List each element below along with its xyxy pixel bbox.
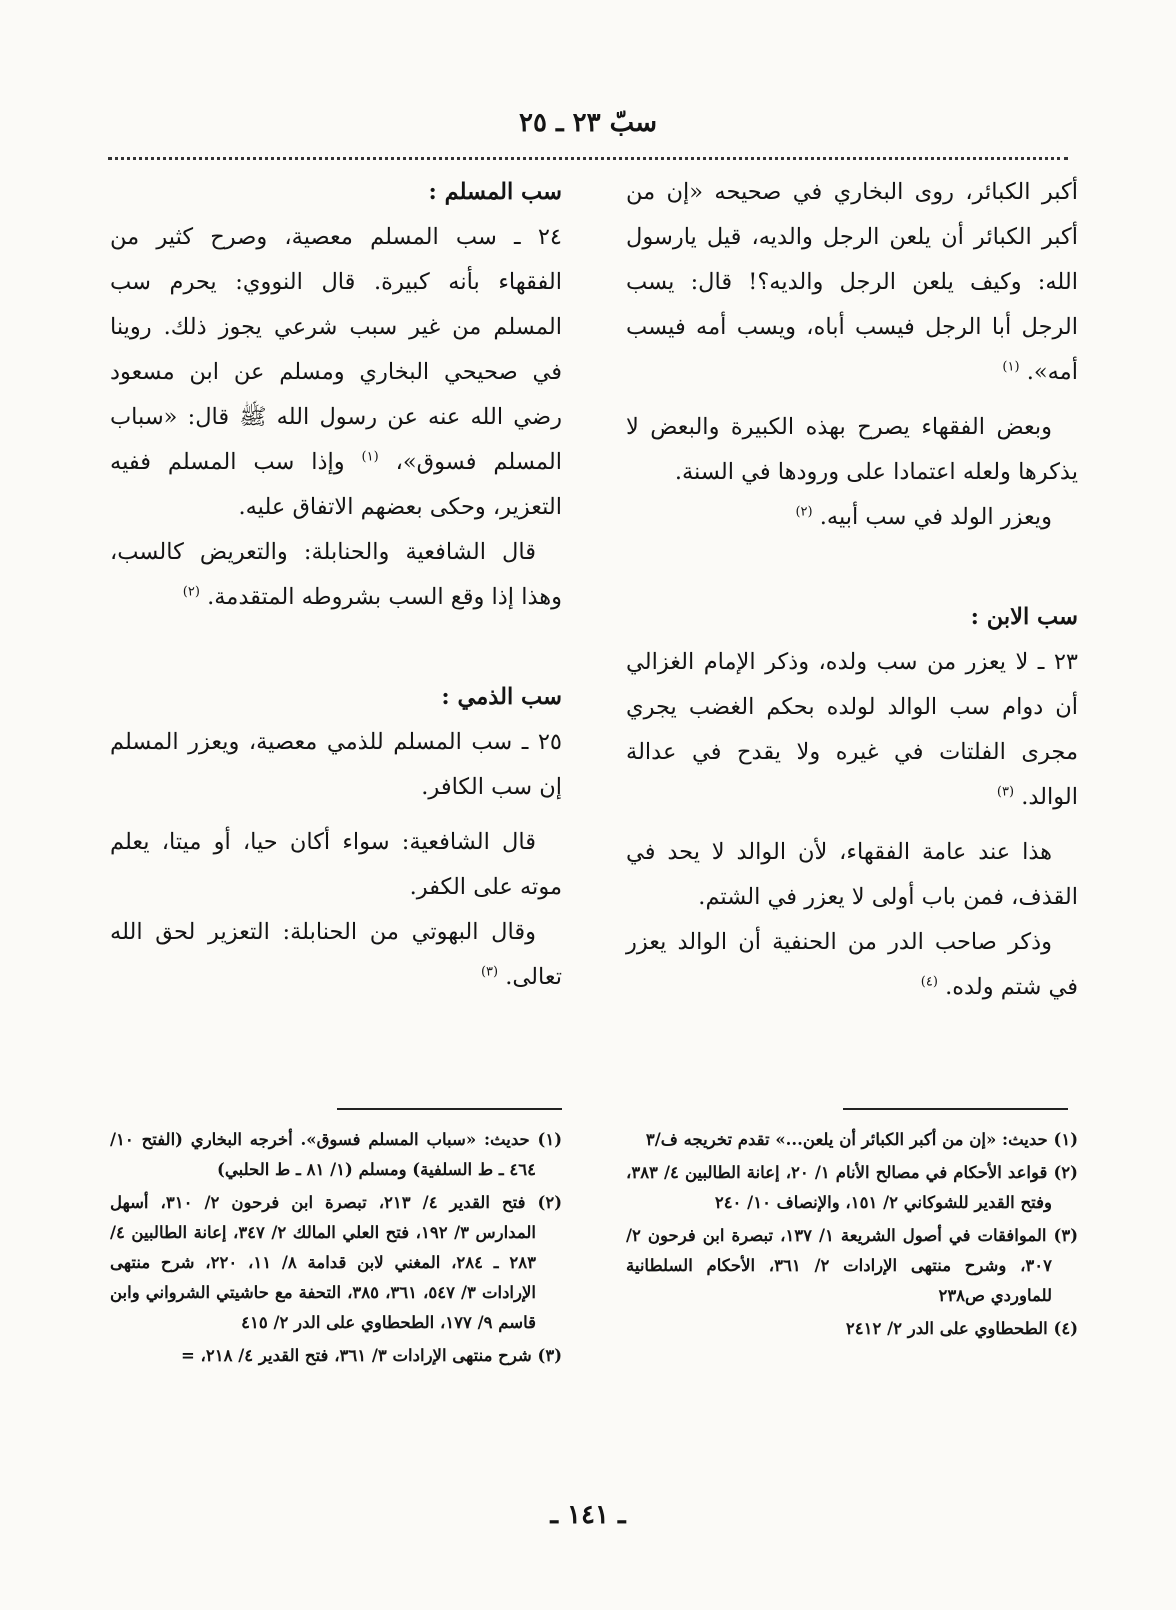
footnote: (١) حديث: «سباب المسلم فسوق». أخرجه البخاري (الفتح ١٠/ ٤٦٤ ـ ط السلفية) ومسلم (١/ ٨١ ـ ط الحلبي) (110, 1130, 562, 1179)
footnote-divider (843, 1108, 1068, 1110)
paragraph-text: ٢٣ ـ لا يعزر من سب ولده، وذكر الإمام الغزالي أن دوام سب الوالد لولده بحكم الغضب يجري مجرى الفلتات في غيره ولا يقدح في عدالة الوالد. (626, 649, 1078, 810)
paragraph (110, 530, 562, 620)
page-number: ـ ١٤١ ـ (550, 1500, 626, 1530)
right-column (626, 170, 1078, 1010)
paragraph: قال الشافعية: سواء أكان حيا، أو ميتا، يعلم موته على الكفر. (110, 829, 562, 900)
paragraph-text: قال الشافعية والحنابلة: والتعريض كالسب، وهذا إذا وقع السب بشروطه المتقدمة. (110, 539, 562, 610)
paragraph-text: وقال البهوتي من الحنابلة: التعزير لحق الله تعالى. (110, 919, 562, 990)
paragraph (110, 215, 562, 530)
footnote: (٣) شرح منتهى الإرادات ٣/ ٣٦١، فتح القدير ٤/ ٢١٨، = (180, 1346, 562, 1365)
paragraph-text: وإذا سب المسلم ففيه التعزير، وحكى بعضهم الاتفاق عليه. (110, 449, 562, 520)
paragraph-text: ويعزر الولد في سب أبيه. (819, 504, 1052, 530)
footnote: (١) حديث: «إن من أكبر الكبائر أن يلعن...» تقدم تخريجه ف/٣ (645, 1130, 1078, 1149)
footnote: (٢) فتح القدير ٤/ ٢١٣، تبصرة ابن فرحون ٢/ ٣١٠، أسهل المدارس ٣/ ١٩٢، فتح العلي المالك ٢/ ٣٤٧، إعانة الطالبين ٤/ ٢٨٣ ـ ٢٨٤، المغني لابن قدامة ٨/ ١١، ٢٢٠، شرح منتهى الإرادات ٣/ ٥٤٧، ٣٦١، ٣٨٥، التحفة مع حاشيتي الشرواني وابن قاسم ٩/ ١٧٧، الطحطاوي على الدر ٢/ ٤١٥ (110, 1193, 562, 1332)
paragraph (626, 640, 1078, 820)
footnote-divider (337, 1108, 562, 1110)
paragraph-text: ٢٤ ـ سب المسلم معصية، وصرح كثير من الفقهاء بأنه كبيرة. قال النووي: يحرم سب المسلم من غير سبب شرعي يجوز ذلك. روينا في صحيحي البخاري ومسلم عن ابن مسعود رضي الله عنه عن رسول الله ﷺ قال: «سباب المسلم فسوق»، (110, 224, 563, 475)
footnote: (٣) الموافقات في أصول الشريعة ١/ ١٣٧، تبصرة ابن فرحون ٢/ ٣٠٧، وشرح منتهى الإرادات ٢/ ٣٦١، الأحكام السلطانية للماوردي ص٢٣٨ (626, 1226, 1078, 1305)
paragraph (626, 495, 1078, 540)
section-heading-muslim: سب المسلم : (428, 179, 562, 205)
footnote-ref: (٤) (920, 974, 938, 990)
footnote-ref: (٢) (182, 584, 200, 600)
footnote-ref: (٢) (795, 504, 813, 520)
section-heading-dhimmi: سب الذمي : (441, 684, 562, 710)
paragraph (626, 170, 1078, 395)
header-divider (108, 157, 1068, 160)
footnote-ref: (٣) (996, 784, 1015, 800)
paragraph: ٢٥ ـ سب المسلم للذمي معصية، ويعزر المسلم إن سب الكافر. (110, 729, 562, 800)
footnotes-right (626, 1125, 1078, 1347)
footnote: (٢) قواعد الأحكام في مصالح الأنام ١/ ٢٠، إعانة الطالبين ٤/ ٣٨٣، وفتح القدير للشوكاني ٢/ ١٥١، والإنصاف ١٠/ ٢٤٠ (626, 1163, 1078, 1212)
section-heading-son: سب الابن : (970, 604, 1078, 630)
paragraph: وبعض الفقهاء يصرح بهذه الكبيرة والبعض لا يذكرها ولعله اعتمادا على ورودها في السنة. (626, 414, 1078, 485)
footnote-ref: (١) (1002, 359, 1020, 375)
running-header: سبّ ٢٣ ـ ٢٥ (519, 108, 657, 138)
footnote: (٤) الطحطاوي على الدر ٢/ ٢٤١٢ (845, 1319, 1078, 1338)
left-column (110, 170, 562, 1000)
footnotes-left (110, 1125, 562, 1374)
footnote-ref: (١) (361, 449, 379, 465)
footnote-ref: (٣) (480, 964, 499, 980)
paragraph: هذا عند عامة الفقهاء، لأن الوالد لا يحد في القذف، فمن باب أولى لا يعزر في الشتم. (626, 839, 1078, 910)
paragraph (110, 910, 562, 1000)
paragraph-text: أكبر الكبائر، روى البخاري في صحيحه «إن من أكبر الكبائر أن يلعن الرجل والديه، قيل يارسول الله: وكيف يلعن الرجل والديه؟! قال: يسب الرجل أبا الرجل فيسب أباه، ويسب أمه فيسب أمه». (626, 179, 1078, 385)
paragraph-text: وذكر صاحب الدر من الحنفية أن الوالد يعزر في شتم ولده. (626, 929, 1078, 1000)
paragraph (626, 920, 1078, 1010)
